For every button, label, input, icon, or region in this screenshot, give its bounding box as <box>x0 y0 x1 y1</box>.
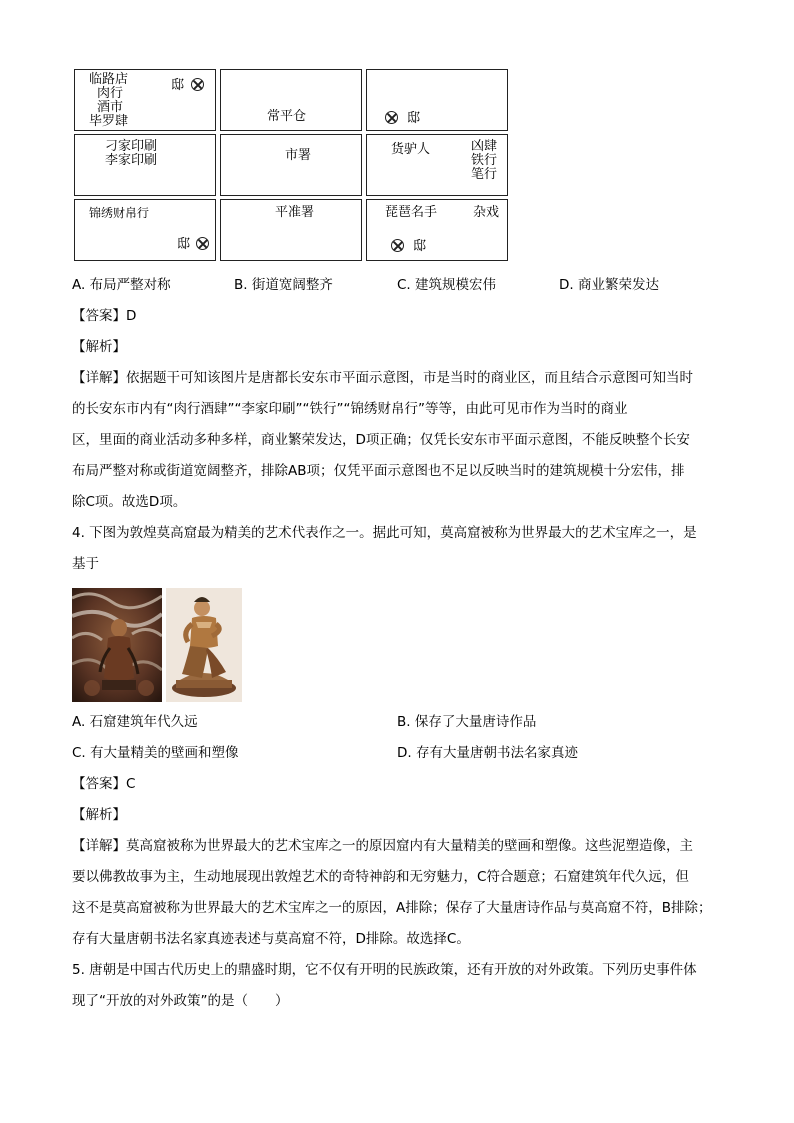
q3-detail-line: 【详解】依据题干可知该图片是唐都长安东市平面示意图，市是当时的商业区，而且结合示意图可知当时 <box>72 370 693 386</box>
statue-illustration <box>166 588 242 702</box>
mural-illustration <box>72 588 162 702</box>
block-r2c2 <box>220 134 362 196</box>
q4-detail-line: 【详解】莫高窟被称为世界最大的艺术宝库之一的原因窟内有大量精美的壁画和塑像。这些泥塑造像，主 <box>72 838 693 854</box>
block-r1c2 <box>220 69 362 131</box>
q4-option-c: C. 有大量精美的壁画和塑像 <box>72 745 239 761</box>
label: 琵琶名手 <box>385 205 438 220</box>
label: 邸 <box>407 111 421 126</box>
block-r1c3 <box>366 69 508 131</box>
q5-stem-line: 5. 唐朝是中国古代历史上的鼎盛时期，它不仅有开明的民族政策，还有开放的对外政策。下列历史事件体 <box>72 962 697 978</box>
q4-detail-line: 要以佛教故事为主，生动地展现出敦煌艺术的奇特神韵和无穷魅力，C符合题意；石窟建筑年代久远，但 <box>72 869 689 885</box>
q5-stem-line: 现了“开放的对外政策”的是（ ） <box>72 993 289 1009</box>
q4-detail-line: 这不是莫高窟被称为世界最大的艺术宝库之一的原因，A排除；保存了大量唐诗作品与莫高窟不符，B排除； <box>72 900 712 916</box>
label: 锦绣财帛行 <box>89 206 150 220</box>
q4-detail-line: 存有大量唐朝书法名家真迹表述与莫高窟不符，D排除。故选择C。 <box>72 931 470 947</box>
q3-answer: 【答案】D <box>72 308 137 324</box>
q4-analysis-heading: 【解析】 <box>72 807 126 823</box>
label: 货驴人 <box>391 142 431 157</box>
label: 杂戏 <box>473 205 500 220</box>
label: 邸 <box>171 78 185 93</box>
block-r3c2 <box>220 199 362 261</box>
label: 铁行 <box>471 153 498 168</box>
q3-option-d: D. 商业繁荣发达 <box>559 277 659 293</box>
q3-option-c: C. 建筑规模宏伟 <box>397 277 497 293</box>
crossed-circle-icon <box>391 239 404 252</box>
q3-option-b: B. 街道宽阔整齐 <box>234 277 333 293</box>
q4-stem-line: 4. 下图为敦煌莫高窟最为精美的艺术代表作之一。据此可知，莫高窟被称为世界最大的艺术宝库之一，是 <box>72 525 697 541</box>
label: 市署 <box>285 148 312 163</box>
label: 平准署 <box>275 205 315 220</box>
block-r1c1 <box>74 69 216 131</box>
block-r2c1 <box>74 134 216 196</box>
q4-stem-line: 基于 <box>72 556 99 572</box>
q3-analysis-heading: 【解析】 <box>72 339 126 355</box>
label: 李家印刷 <box>105 153 158 168</box>
block-r3c3 <box>366 199 508 261</box>
block-r3c1 <box>74 199 216 261</box>
label: 常平仓 <box>267 109 307 124</box>
crossed-circle-icon <box>385 111 398 124</box>
q4-answer: 【答案】C <box>72 776 136 792</box>
mogao-statue-image <box>166 588 242 702</box>
q3-detail-line: 除C项。故选D项。 <box>72 494 187 510</box>
label: 邸 <box>413 239 427 254</box>
q4-option-d: D. 存有大量唐朝书法名家真迹 <box>397 745 578 761</box>
q3-detail-line: 布局严整对称或街道宽阔整齐，排除AB项；仅凭平面示意图也不足以反映当时的建筑规模十分宏伟，排 <box>72 463 685 479</box>
q4-option-a: A. 石窟建筑年代久远 <box>72 714 198 730</box>
label: 笔行 <box>471 167 498 182</box>
mogao-mural-image <box>72 588 162 702</box>
label: 邸 <box>177 237 191 252</box>
crossed-circle-icon <box>191 78 204 91</box>
label: 凶肆 <box>471 139 498 154</box>
crossed-circle-icon <box>196 237 209 250</box>
label: 酒市 <box>97 100 124 115</box>
block-r2c3 <box>366 134 508 196</box>
q3-detail-line: 的长安东市内有“肉行酒肆”“李家印刷”“铁行”“锦绣财帛行”等等，由此可见市作为当时的商业 <box>72 401 628 417</box>
label: 刁家印刷 <box>105 139 158 154</box>
label: 毕罗肆 <box>89 114 129 129</box>
q4-option-b: B. 保存了大量唐诗作品 <box>397 714 537 730</box>
label: 临路店 <box>89 72 129 87</box>
label: 肉行 <box>97 86 124 101</box>
q3-option-a: A. 布局严整对称 <box>72 277 171 293</box>
q3-detail-line: 区，里面的商业活动多种多样，商业繁荣发达，D项正确；仅凭长安东市平面示意图，不能反映整个长安 <box>72 432 690 448</box>
